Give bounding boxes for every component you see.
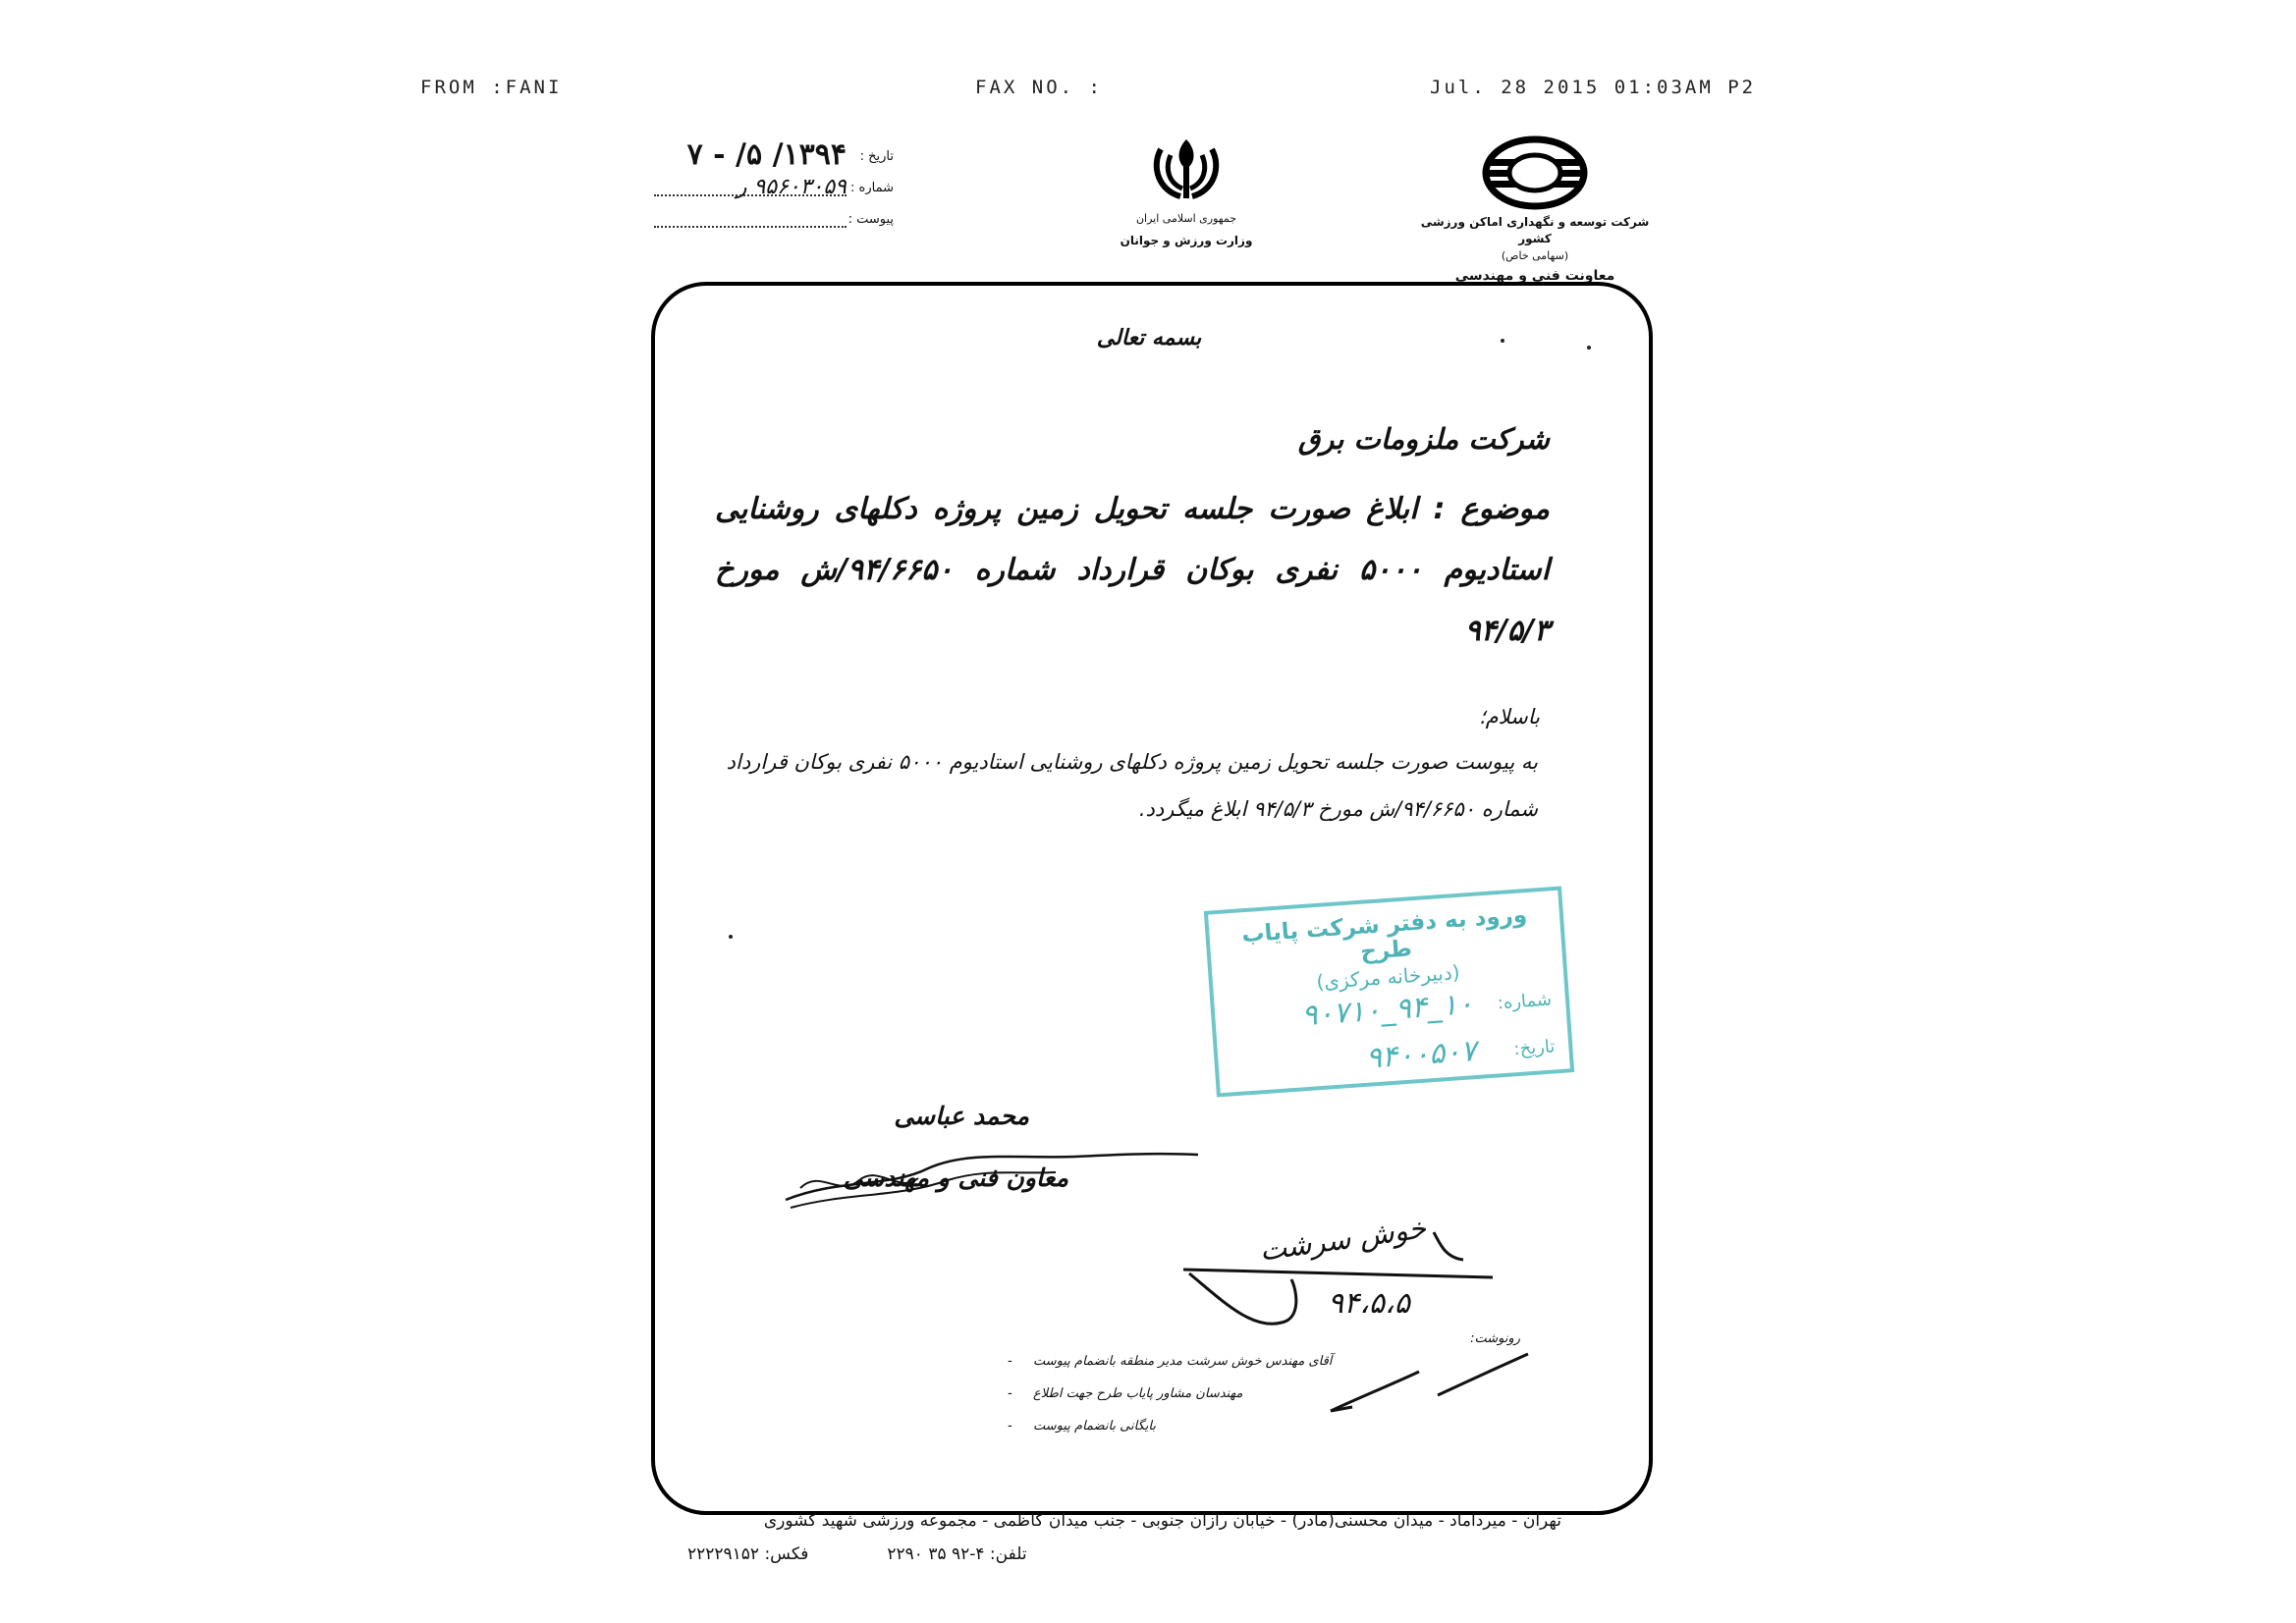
company-logo-icon <box>1476 135 1594 210</box>
referral-text: خوش سرشت <box>1257 1211 1429 1268</box>
stamp-number-value: ۱۰_۹۴_۹۰۷۱۰ <box>1300 987 1475 1034</box>
cc-checkmark <box>1434 1350 1532 1399</box>
scan-speck <box>1501 339 1504 343</box>
cc-item <box>1008 1378 1420 1410</box>
number-label: شماره : <box>850 181 894 195</box>
cc-bullet: - <box>1008 1419 1012 1434</box>
date-label: تاریخ : <box>859 149 894 164</box>
attachment-dotted-line <box>654 226 847 228</box>
date-value: ۱۳۹۴/ ۵/ - ۷ <box>686 137 847 172</box>
company-name: شرکت توسعه و نگهداری اماکن ورزشی کشور <box>1420 215 1650 245</box>
number-row <box>638 169 894 200</box>
letter-subject: موضوع : ابلاغ صورت جلسه تحویل زمین پروژه دکلهای روشنایی استادیوم ۵۰۰۰ نفری بوکان قرارداد شماره ۹۴/۶۶۵۰/ش مورخ ۹۴/۵/۳ <box>715 492 1550 648</box>
basmala-heading: بسمه تعالی <box>1096 326 1202 351</box>
cc-list <box>1008 1345 1420 1442</box>
company-type: (سهامی خاص) <box>1501 249 1569 262</box>
cc-item-text: آقای مهندس خوش سرشت مدیر منطقه بانضمام پیوست <box>1033 1354 1333 1369</box>
stamp-subtitle: (دبیرخانه مرکزی) <box>1315 959 1461 995</box>
iran-emblem-icon <box>1147 135 1226 204</box>
signatory-name: محمد عباسی <box>894 1102 1029 1130</box>
cc-item <box>1008 1410 1420 1442</box>
letter-greeting: باسلام؛ <box>1478 705 1540 729</box>
scan-speck <box>729 935 733 939</box>
cc-bullet: - <box>1008 1354 1012 1369</box>
ministry-name: وزارت ورزش و جوانان <box>1120 234 1253 247</box>
letter-meta <box>638 137 894 232</box>
attachment-label: پیوست : <box>847 212 894 227</box>
footer-fax: فکس: ۲۲۲۲۹۱۵۲ <box>687 1544 809 1564</box>
company-department: معاونت فنی و مهندسی <box>1454 268 1615 284</box>
cc-bullet: - <box>1008 1386 1012 1401</box>
cc-label: رونوشت: <box>1470 1331 1520 1346</box>
scan-speck <box>1587 346 1591 350</box>
stamp-date-value: ۹۴۰۰۵۰۷ <box>1364 1033 1478 1076</box>
footer-address: تهران - میرداماد - میدان محسنی(مادر) - خیابان رازان جنوبی - جنب میدان کاظمی - مجموعه ورزشی شهید کشوری <box>763 1511 1561 1531</box>
stamp-date-label: تاریخ: <box>1512 1036 1557 1060</box>
government-header <box>1098 135 1275 249</box>
fax-number-label: FAX NO. : <box>975 77 1103 98</box>
signatory-title: معاون فنی و مهندسی <box>843 1163 1068 1192</box>
fax-from-label: FROM :FANI <box>420 77 563 98</box>
cc-item-text: بایگانی بانضمام پیوست <box>1033 1419 1156 1434</box>
footer-contacts <box>687 1538 1561 1571</box>
company-header <box>1402 135 1667 285</box>
letter-body: به پیوست صورت جلسه تحویل زمین پروژه دکلهای روشنایی استادیوم ۵۰۰۰ نفری بوکان قرارداد شماره ۹۴/۶۶۵۰/ش مورخ ۹۴/۵/۳ ابلاغ میگردد. <box>726 750 1538 821</box>
footer-phone: تلفن: ۴-۹۲ ۳۵ ۲۲۹۰ <box>887 1544 1027 1564</box>
stamp-title: ورود به دفتر شرکت پایاب طرح <box>1240 902 1528 965</box>
attachment-row <box>638 200 894 232</box>
stamp-number-label: شماره: <box>1497 989 1553 1014</box>
cc-item <box>1008 1345 1420 1378</box>
letter-recipient: شرکت ملزومات برق <box>1297 422 1550 456</box>
fax-timestamp: Jul. 28 2015 01:03AM P2 <box>1430 77 1757 98</box>
date-row <box>638 137 894 172</box>
number-dotted-line <box>654 194 847 196</box>
government-name: جمهوری اسلامی ایران <box>1135 212 1237 225</box>
cc-item-text: مهندسان مشاور پایاب طرح جهت اطلاع <box>1033 1386 1243 1401</box>
letter-footer <box>687 1504 1561 1571</box>
number-value: ۹۵۶۰۳۰۵۹ ر <box>736 175 847 199</box>
referral-date: ۹۴،۵،۵ <box>1328 1286 1410 1321</box>
registration-stamp <box>1204 887 1574 1098</box>
